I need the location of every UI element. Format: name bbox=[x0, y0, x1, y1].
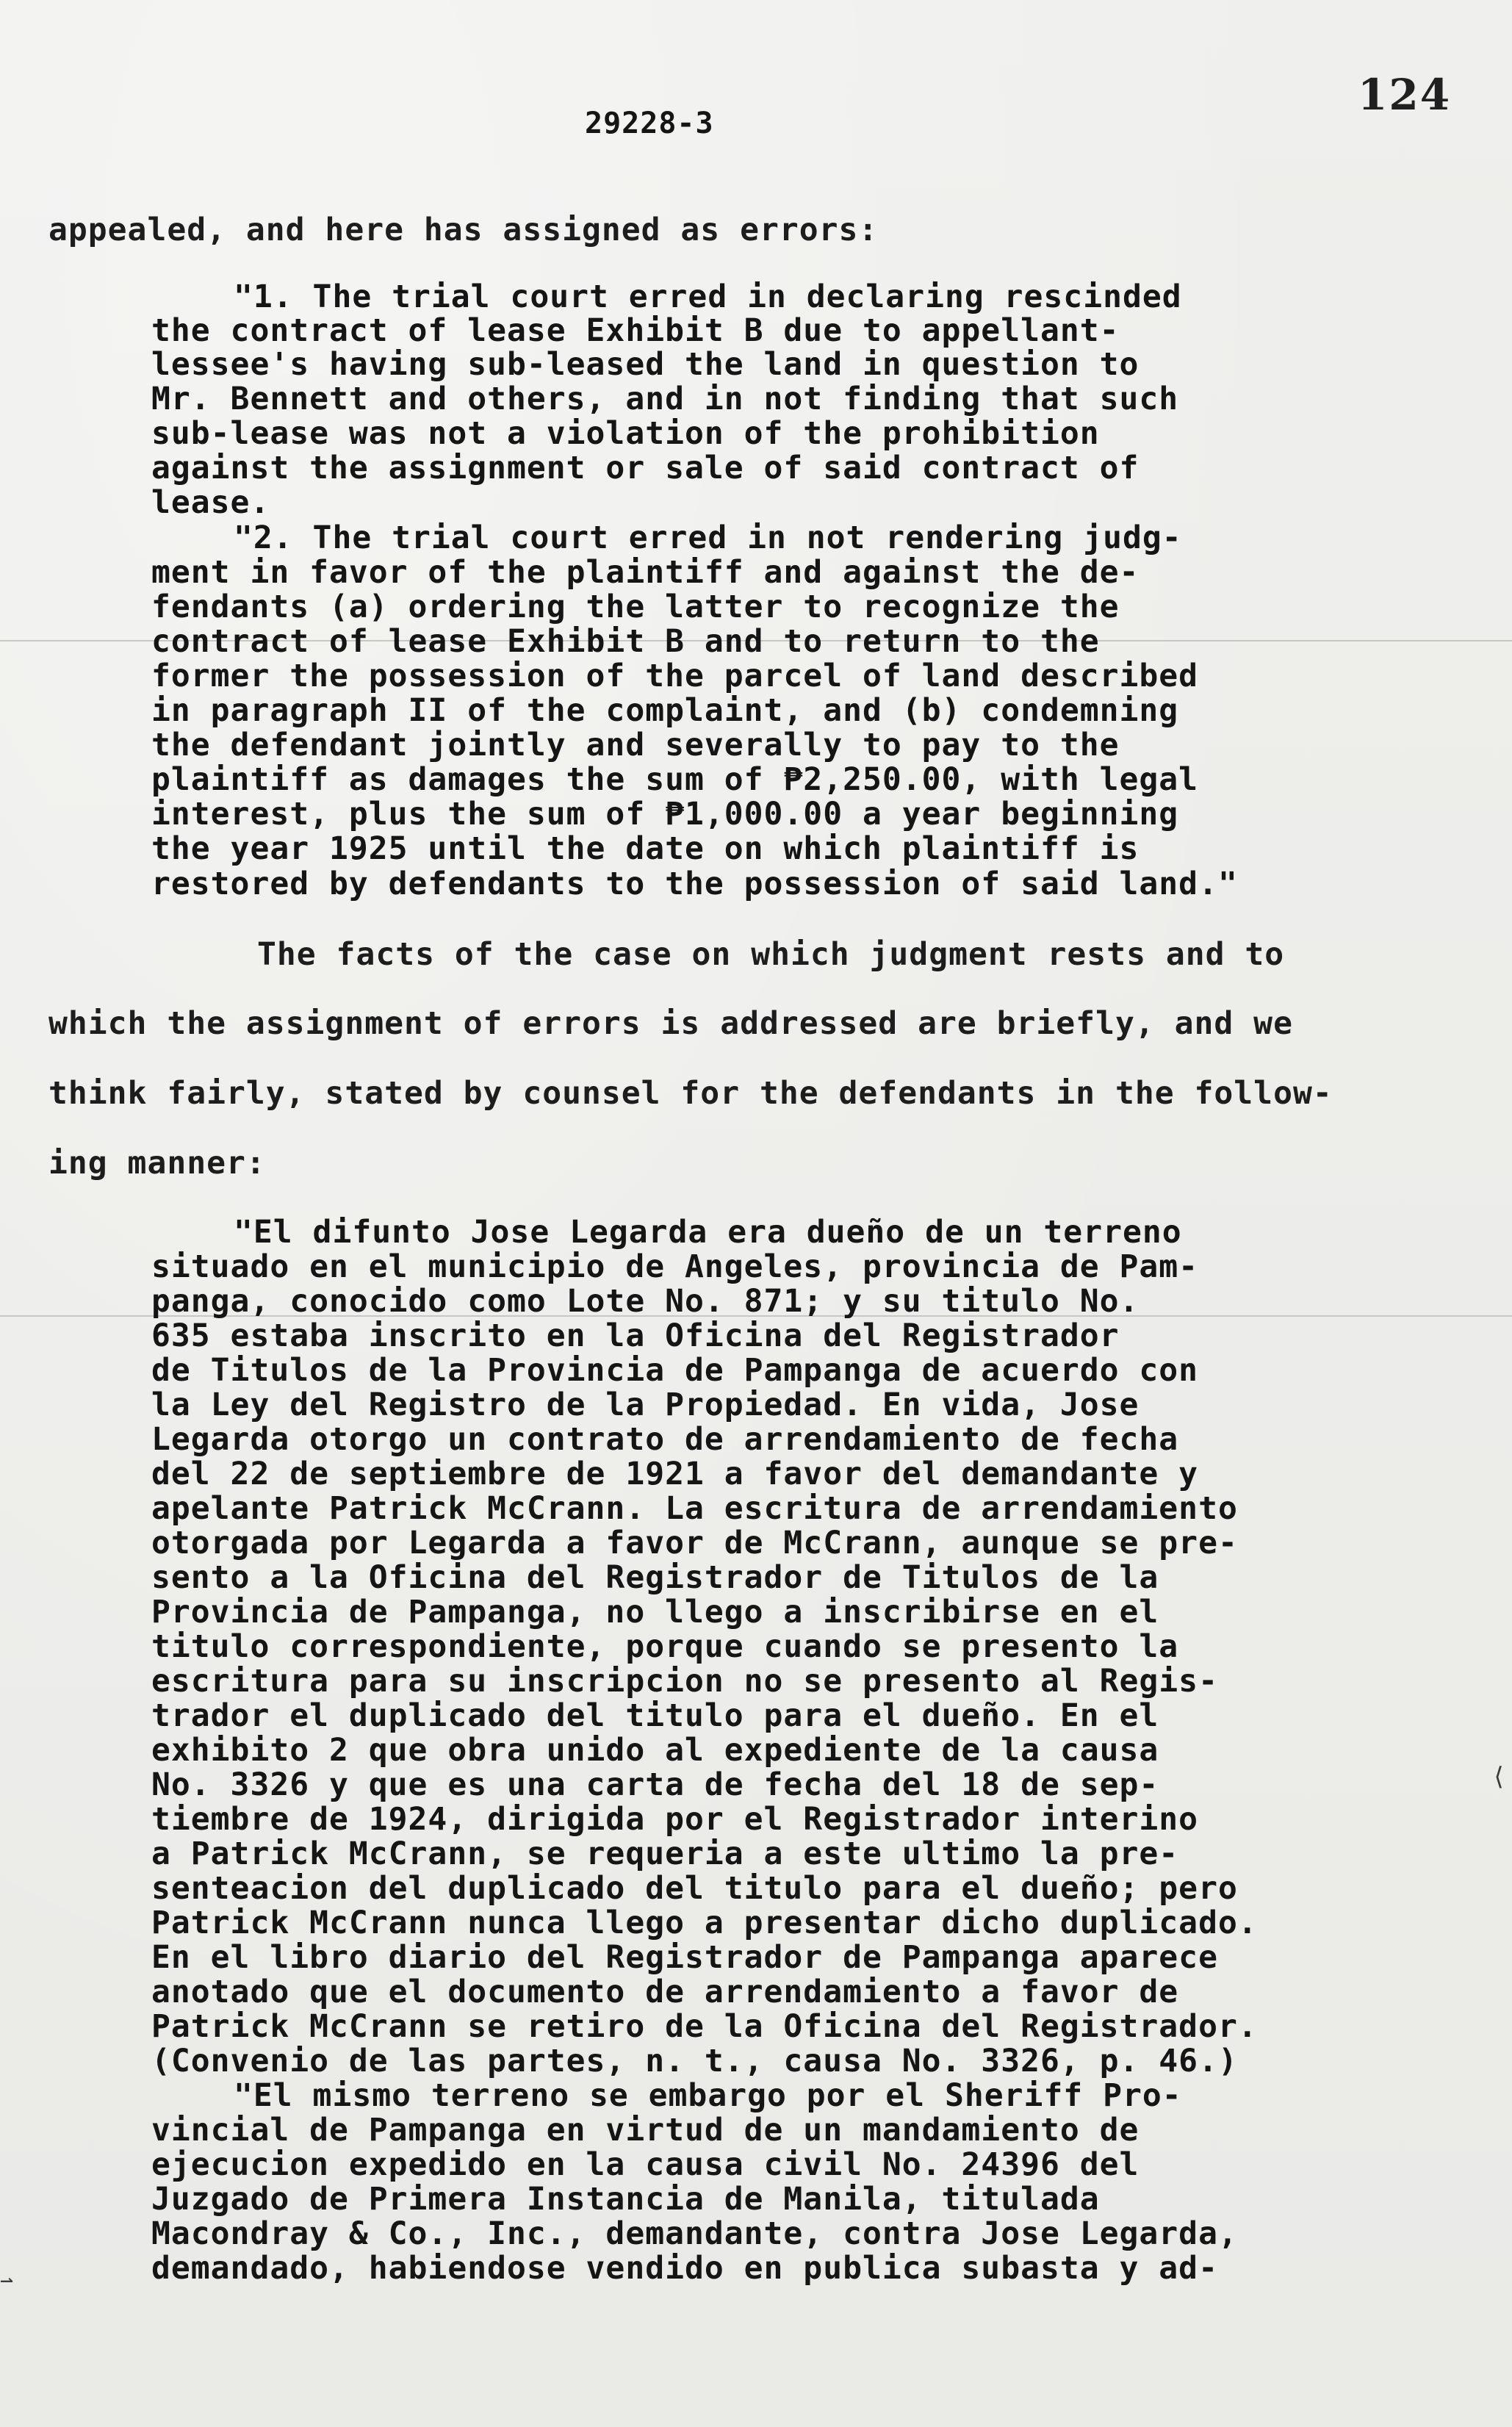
errors-quote-line: ment in favor of the plaintiff and against the de- bbox=[151, 554, 1140, 591]
errors-quote-line: fendants (a) ordering the latter to recognize the bbox=[151, 589, 1120, 625]
intro-line: appealed, and here has assigned as errors: bbox=[48, 212, 879, 248]
spanish-quote-line: demandado, habiendose vendido en publica subasta y ad- bbox=[151, 2250, 1218, 2287]
errors-quote-line: the contract of lease Exhibit B due to appellant- bbox=[151, 312, 1120, 349]
errors-quote-line: interest, plus the sum of ₱1,000.00 a year beginning bbox=[151, 796, 1179, 833]
spanish-quote-line: senteacion del duplicado del titulo para el dueño; pero bbox=[151, 1870, 1238, 1907]
spanish-quote-line: a Patrick McCrann, se requeria a este ultimo la pre- bbox=[151, 1835, 1179, 1872]
errors-quote-line: former the possession of the parcel of land described bbox=[151, 658, 1199, 694]
spanish-quote-line: de Titulos de la Provincia de Pampanga de acuerdo con bbox=[151, 1352, 1199, 1389]
errors-quote-line: Mr. Bennett and others, and in not finding that such bbox=[151, 381, 1179, 417]
spanish-quote-line: Macondray & Co., Inc., demandante, contra Jose Legarda, bbox=[151, 2215, 1238, 2252]
body-paragraph-line: The facts of the case on which judgment rests and to bbox=[257, 936, 1285, 973]
margin-bracket-icon: ⟨ bbox=[1491, 1762, 1507, 1791]
errors-quote-line: in paragraph II of the complaint, and (b) condemning bbox=[151, 692, 1179, 729]
errors-quote-line: against the assignment or sale of said contract of bbox=[151, 450, 1140, 486]
spanish-quote-line: "El difunto Jose Legarda era dueño de un terreno bbox=[234, 1214, 1182, 1251]
spanish-quote-line: la Ley del Registro de la Propiedad. En vida, Jose bbox=[151, 1387, 1140, 1423]
errors-quote-line: "2. The trial court erred in not rendering judg- bbox=[234, 519, 1182, 556]
spanish-quote-line: tiembre de 1924, dirigida por el Registrador interino bbox=[151, 1801, 1199, 1838]
spanish-quote-line: Patrick McCrann se retiro de la Oficina del Registrador. bbox=[151, 2008, 1258, 2045]
errors-quote-line: the defendant jointly and severally to pay to the bbox=[151, 727, 1120, 763]
spanish-quote-line: (Convenio de las partes, n. t., causa No. 3326, p. 46.) bbox=[151, 2043, 1238, 2079]
body-paragraph-line: ing manner: bbox=[48, 1145, 266, 1182]
errors-quote-line: lease. bbox=[151, 484, 270, 521]
spanish-quote-line: 635 estaba inscrito en la Oficina del Registrador bbox=[151, 1317, 1120, 1354]
margin-scribble-icon: ⇀ bbox=[0, 2268, 14, 2293]
errors-quote-line: contract of lease Exhibit B and to return to the bbox=[151, 623, 1100, 660]
spanish-quote-line: del 22 de septiembre de 1921 a favor del demandante y bbox=[151, 1456, 1199, 1492]
errors-quote-line: sub-lease was not a violation of the prohibition bbox=[151, 415, 1100, 452]
spanish-quote-line: otorgada por Legarda a favor de McCrann, aunque se pre- bbox=[151, 1525, 1238, 1561]
spanish-quote-line: ejecucion expedido en la causa civil No. 24396 del bbox=[151, 2146, 1140, 2183]
errors-quote-line: restored by defendants to the possession of said land." bbox=[151, 866, 1238, 902]
errors-quote-line: lessee's having sub-leased the land in question to bbox=[151, 346, 1140, 383]
spanish-quote-line: En el libro diario del Registrador de Pampanga aparece bbox=[151, 1939, 1218, 1976]
spanish-quote-line: escritura para su inscripcion no se presento al Regis- bbox=[151, 1663, 1218, 1700]
spanish-quote-line: trador el duplicado del titulo para el dueño. En el bbox=[151, 1697, 1159, 1734]
page-number: 124 bbox=[1358, 70, 1452, 120]
body-paragraph-line: think fairly, stated by counsel for the defendants in the follow- bbox=[48, 1075, 1333, 1112]
body-paragraph-line: which the assignment of errors is addressed are briefly, and we bbox=[48, 1005, 1293, 1042]
errors-quote-line: the year 1925 until the date on which plaintiff is bbox=[151, 830, 1140, 867]
spanish-quote-line: anotado que el documento de arrendamiento a favor de bbox=[151, 1974, 1179, 2010]
errors-quote-line: "1. The trial court erred in declaring rescinded bbox=[234, 278, 1182, 315]
spanish-quote-line: apelante Patrick McCrann. La escritura de arrendamiento bbox=[151, 1490, 1238, 1527]
spanish-quote-line: "El mismo terreno se embargo por el Sheriff Pro- bbox=[234, 2077, 1182, 2114]
spanish-quote-line: Juzgado de Primera Instancia de Manila, titulada bbox=[151, 2181, 1100, 2218]
errors-quote-line: plaintiff as damages the sum of ₱2,250.00, with legal bbox=[151, 761, 1199, 798]
spanish-quote-line: Patrick McCrann nunca llego a presentar dicho duplicado. bbox=[151, 1905, 1258, 1941]
spanish-quote-line: titulo correspondiente, porque cuando se presento la bbox=[151, 1628, 1179, 1665]
spanish-quote-line: sento a la Oficina del Registrador de Titulos de la bbox=[151, 1559, 1159, 1596]
spanish-quote-line: No. 3326 y que es una carta de fecha del 18 de sep- bbox=[151, 1766, 1159, 1803]
spanish-quote-line: Provincia de Pampanga, no llego a inscribirse en el bbox=[151, 1594, 1159, 1630]
case-number: 29228-3 bbox=[585, 107, 714, 140]
spanish-quote-line: situado en el municipio de Angeles, provincia de Pam- bbox=[151, 1248, 1199, 1285]
spanish-quote-line: exhibito 2 que obra unido al expediente de la causa bbox=[151, 1732, 1159, 1769]
spanish-quote-line: Legarda otorgo un contrato de arrendamiento de fecha bbox=[151, 1421, 1179, 1458]
spanish-quote-line: panga, conocido como Lote No. 871; y su titulo No. bbox=[151, 1283, 1140, 1320]
spanish-quote-line: vincial de Pampanga en virtud de un mandamiento de bbox=[151, 2112, 1140, 2149]
